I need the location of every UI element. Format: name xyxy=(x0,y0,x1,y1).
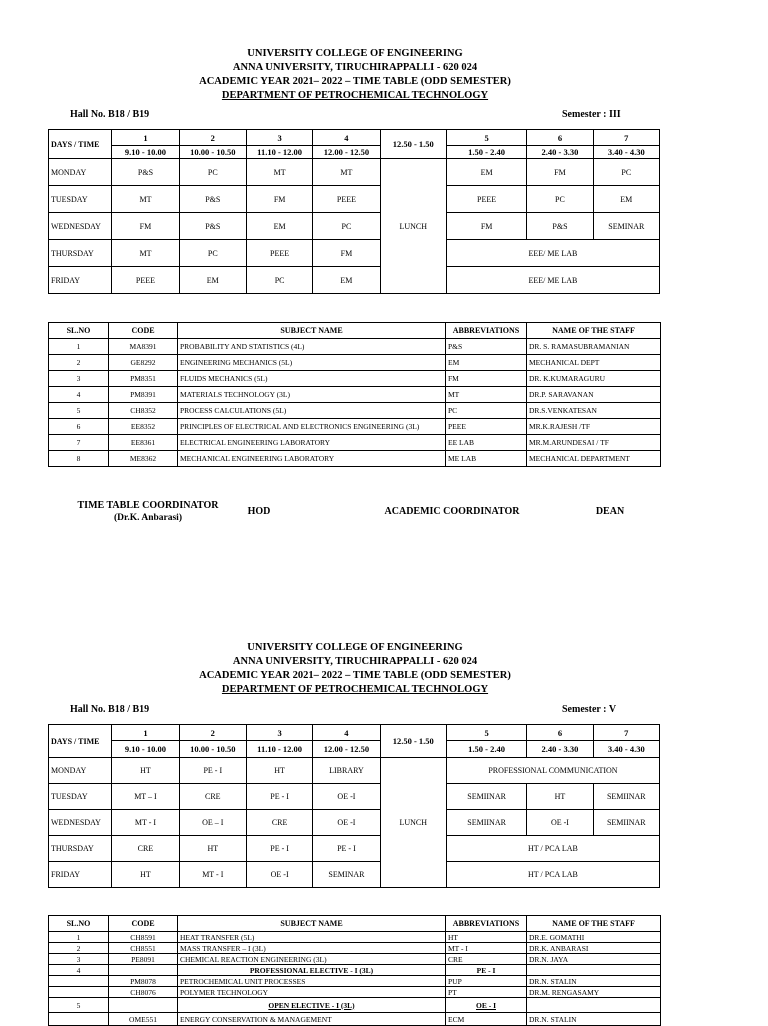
slno-cell: 3 xyxy=(49,954,109,965)
table-row xyxy=(49,355,661,371)
period-cell: PE - I xyxy=(246,836,312,862)
slno-header: SL.NO xyxy=(49,323,109,339)
period-cell: P&S xyxy=(112,159,179,186)
code-cell: CH8352 xyxy=(109,403,178,419)
period-cell: EM xyxy=(179,267,246,294)
staff-cell xyxy=(527,998,661,1013)
subject-cell: PROCESS CALCULATIONS (5L) xyxy=(178,403,446,419)
period-cell: OE – I xyxy=(179,810,246,836)
code-cell: EE8361 xyxy=(109,435,178,451)
day-row-tuesday xyxy=(49,784,660,810)
period-cell: MT xyxy=(313,159,380,186)
day-row-wednesday xyxy=(49,213,660,240)
period-cell: PEEE xyxy=(446,186,526,213)
slno-cell: 2 xyxy=(49,355,109,371)
staff-cell: DR.N. STALIN xyxy=(527,976,661,987)
table-row xyxy=(49,932,661,943)
slno-cell: 4 xyxy=(49,387,109,403)
period-cell: SEMIINAR xyxy=(446,810,526,836)
period-cell: EM xyxy=(246,213,312,240)
staff-cell: MR.M.ARUNDESAI / TF xyxy=(527,435,661,451)
abbr-cell: PE - I xyxy=(446,965,527,976)
code-cell: PE8091 xyxy=(109,954,178,965)
table-row xyxy=(49,954,661,965)
period-cell: PEEE xyxy=(246,240,312,267)
day-row-friday xyxy=(49,267,660,294)
lunch-cell: LUNCH xyxy=(380,159,446,294)
college-title: UNIVERSITY COLLEGE OF ENGINEERING xyxy=(247,642,463,653)
period-cell: SEMINAR xyxy=(593,213,659,240)
period-time: 9.10 - 10.00 xyxy=(112,741,179,758)
period-cell: FM xyxy=(246,186,312,213)
period-cell: PE - I xyxy=(313,836,380,862)
staff-cell: DR.P. SARAVANAN xyxy=(527,387,661,403)
table-row xyxy=(49,987,661,998)
subject-cell: POLYMER TECHNOLOGY xyxy=(178,987,446,998)
code-cell: PM8078 xyxy=(109,976,178,987)
subject-cell: MATERIALS TECHNOLOGY (3L) xyxy=(178,387,446,403)
code-cell xyxy=(109,965,178,976)
lab-cell: EEE/ ME LAB xyxy=(446,240,659,267)
period-cell: PC xyxy=(246,267,312,294)
table-row xyxy=(49,371,661,387)
table-row xyxy=(49,451,661,467)
period-number: 1 xyxy=(112,725,179,741)
abbr-cell: ME LAB xyxy=(446,451,527,467)
day-label: FRIDAY xyxy=(49,267,112,294)
period-cell: SEMIINAR xyxy=(446,784,526,810)
slno-cell: 2 xyxy=(49,943,109,954)
staff-cell: DR. K.KUMARAGURU xyxy=(527,371,661,387)
day-row-thursday xyxy=(49,836,660,862)
staff-cell: MR.K.RAJESH /TF xyxy=(527,419,661,435)
subject-cell: HEAT TRANSFER (5L) xyxy=(178,932,446,943)
code-cell: CH8591 xyxy=(109,932,178,943)
subject-cell: ENGINEERING MECHANICS (5L) xyxy=(178,355,446,371)
day-row-wednesday xyxy=(49,810,660,836)
period-cell: OE -I xyxy=(527,810,593,836)
slno-cell xyxy=(49,976,109,987)
period-cell: MT xyxy=(112,240,179,267)
staff-cell xyxy=(527,965,661,976)
subject-cell: PETROCHEMICAL UNIT PROCESSES xyxy=(178,976,446,987)
day-row-friday xyxy=(49,862,660,888)
slno-cell: 1 xyxy=(49,339,109,355)
coordinator-signature xyxy=(68,499,228,525)
header-block-sem5 xyxy=(0,641,710,697)
period-time: 2.40 - 3.30 xyxy=(527,741,593,758)
code-cell: MA8391 xyxy=(109,339,178,355)
coordinator-name: (Dr.K. Anbarasi) xyxy=(113,513,182,523)
period-number: 4 xyxy=(313,130,380,146)
subject-cell: MECHANICAL ENGINEERING LABORATORY xyxy=(178,451,446,467)
code-header: CODE xyxy=(109,323,178,339)
lunch-time-header: 12.50 - 1.50 xyxy=(380,725,446,758)
period-cell: PC xyxy=(179,159,246,186)
period-time: 12.00 - 12.50 xyxy=(313,146,380,159)
day-label: FRIDAY xyxy=(49,862,112,888)
period-cell: PE - I xyxy=(179,758,246,784)
period-cell: PE - I xyxy=(246,784,312,810)
elective-heading: PROFESSIONAL ELECTIVE - I (3L) xyxy=(178,965,446,976)
period-cell: PC xyxy=(179,240,246,267)
subject-cell: MASS TRANSFER – I (3L) xyxy=(178,943,446,954)
day-row-thursday xyxy=(49,240,660,267)
subject-header: SUBJECT NAME xyxy=(178,916,446,932)
table-row xyxy=(49,403,661,419)
period-cell: EM xyxy=(593,186,659,213)
subject-cell: CHEMICAL REACTION ENGINEERING (3L) xyxy=(178,954,446,965)
slno-cell: 5 xyxy=(49,403,109,419)
period-number: 3 xyxy=(246,130,312,146)
semester-label: Semester : III xyxy=(562,109,621,120)
day-label: THURSDAY xyxy=(49,240,112,267)
code-cell: OME551 xyxy=(109,1013,178,1026)
staff-cell: DR.M. RENGASAMY xyxy=(527,987,661,998)
period-cell: MT - I xyxy=(112,810,179,836)
period-number: 1 xyxy=(112,130,179,146)
table-row xyxy=(49,965,661,976)
day-label: MONDAY xyxy=(49,159,112,186)
abbr-cell: FM xyxy=(446,371,527,387)
table-row xyxy=(49,339,661,355)
period-number: 2 xyxy=(179,725,246,741)
hall-label: Hall No. B18 / B19 xyxy=(70,704,150,715)
period-cell: HT xyxy=(179,836,246,862)
merged-cell: PROFESSIONAL COMMUNICATION xyxy=(446,758,659,784)
abbr-cell: PEEE xyxy=(446,419,527,435)
period-cell: FM xyxy=(112,213,179,240)
lab-cell: HT / PCA LAB xyxy=(446,862,659,888)
period-time: 1.50 - 2.40 xyxy=(446,741,526,758)
abbr-cell: OE - I xyxy=(446,998,527,1013)
period-cell: HT xyxy=(112,862,179,888)
slno-cell: 4 xyxy=(49,965,109,976)
header-block-sem3 xyxy=(0,47,710,103)
period-time: 10.00 - 10.50 xyxy=(179,146,246,159)
timetable-sem5 xyxy=(48,724,660,888)
dean-signature: DEAN xyxy=(595,506,625,517)
university-title: ANNA UNIVERSITY, TIRUCHIRAPPALLI - 620 024 xyxy=(232,62,478,73)
period-cell: LIBRARY xyxy=(313,758,380,784)
period-time: 11.10 - 12.00 xyxy=(246,146,312,159)
period-time: 3.40 - 4.30 xyxy=(593,741,659,758)
abbr-cell: PT xyxy=(446,987,527,998)
code-cell: PM8351 xyxy=(109,371,178,387)
subject-cell: ELECTRICAL ENGINEERING LABORATORY xyxy=(178,435,446,451)
days-time-header: DAYS / TIME xyxy=(49,130,112,159)
academic-year-title: ACADEMIC YEAR 2021– 2022 – TIME TABLE (ODD SEMESTER) xyxy=(199,76,511,87)
department-title: DEPARTMENT OF PETROCHEMICAL TECHNOLOGY xyxy=(221,90,489,101)
period-cell: OE -I xyxy=(313,810,380,836)
period-number: 7 xyxy=(593,130,659,146)
period-number: 4 xyxy=(313,725,380,741)
staff-cell: DR.N. STALIN xyxy=(527,1013,661,1026)
days-time-header: DAYS / TIME xyxy=(49,725,112,758)
slno-cell: 8 xyxy=(49,451,109,467)
period-time: 9.10 - 10.00 xyxy=(112,146,179,159)
subject-cell: PRINCIPLES OF ELECTRICAL AND ELECTRONICS ENGINEERING (3L) xyxy=(178,419,446,435)
code-cell: GE8292 xyxy=(109,355,178,371)
staff-cell: DR.S.VENKATESAN xyxy=(527,403,661,419)
period-cell: HT xyxy=(527,784,593,810)
period-cell: P&S xyxy=(527,213,593,240)
period-cell: PC xyxy=(593,159,659,186)
lunch-time-header: 12.50 - 1.50 xyxy=(380,130,446,159)
subject-header: SUBJECT NAME xyxy=(178,323,446,339)
period-cell: PC xyxy=(313,213,380,240)
semester-label: Semester : V xyxy=(562,704,617,715)
code-header: CODE xyxy=(109,916,178,932)
table-row xyxy=(49,976,661,987)
table-row xyxy=(49,998,661,1013)
code-cell: CH8076 xyxy=(109,987,178,998)
period-time: 3.40 - 4.30 xyxy=(593,146,659,159)
day-row-monday xyxy=(49,758,660,784)
period-cell: CRE xyxy=(246,810,312,836)
staff-cell: DR.E. GOMATHI xyxy=(527,932,661,943)
period-cell: SEMIINAR xyxy=(593,784,659,810)
college-title: UNIVERSITY COLLEGE OF ENGINEERING xyxy=(247,48,463,59)
abbr-cell: MT - I xyxy=(446,943,527,954)
period-cell: MT xyxy=(112,186,179,213)
abbr-cell: HT xyxy=(446,932,527,943)
day-label: WEDNESDAY xyxy=(49,213,112,240)
day-label: MONDAY xyxy=(49,758,112,784)
department-title: DEPARTMENT OF PETROCHEMICAL TECHNOLOGY xyxy=(221,684,489,695)
period-cell: PEEE xyxy=(112,267,179,294)
code-cell: PM8391 xyxy=(109,387,178,403)
lab-cell: EEE/ ME LAB xyxy=(446,267,659,294)
period-number: 2 xyxy=(179,130,246,146)
code-cell xyxy=(109,998,178,1013)
subject-cell: PROBABILITY AND STATISTICS (4L) xyxy=(178,339,446,355)
code-cell: CH8551 xyxy=(109,943,178,954)
subject-cell: FLUIDS MECHANICS (5L) xyxy=(178,371,446,387)
period-number: 3 xyxy=(246,725,312,741)
period-cell: OE -I xyxy=(313,784,380,810)
day-label: THURSDAY xyxy=(49,836,112,862)
staff-cell: MECHANICAL DEPARTMENT xyxy=(527,451,661,467)
period-cell: CRE xyxy=(179,784,246,810)
period-cell: MT - I xyxy=(179,862,246,888)
slno-cell: 5 xyxy=(49,998,109,1013)
period-cell: FM xyxy=(313,240,380,267)
day-row-monday xyxy=(49,159,660,186)
hall-label: Hall No. B18 / B19 xyxy=(70,109,150,120)
period-cell: FM xyxy=(527,159,593,186)
timetable-sem3 xyxy=(48,129,660,294)
code-cell: ME8362 xyxy=(109,451,178,467)
abbr-cell: PUP xyxy=(446,976,527,987)
period-number: 5 xyxy=(446,130,526,146)
day-row-tuesday xyxy=(49,186,660,213)
table-row xyxy=(49,387,661,403)
period-cell: SEMIINAR xyxy=(593,810,659,836)
table-row xyxy=(49,943,661,954)
period-cell: PEEE xyxy=(313,186,380,213)
staff-table-sem5 xyxy=(48,915,661,1026)
abbr-cell: PC xyxy=(446,403,527,419)
staff-cell: MECHANICAL DEPT xyxy=(527,355,661,371)
period-cell: P&S xyxy=(179,186,246,213)
staff-header: NAME OF THE STAFF xyxy=(527,916,661,932)
university-title: ANNA UNIVERSITY, TIRUCHIRAPPALLI - 620 024 xyxy=(232,656,478,667)
slno-cell xyxy=(49,987,109,998)
table-row xyxy=(49,419,661,435)
period-cell: FM xyxy=(446,213,526,240)
staff-table-sem3 xyxy=(48,322,661,467)
slno-header: SL.NO xyxy=(49,916,109,932)
slno-cell: 1 xyxy=(49,932,109,943)
period-cell: CRE xyxy=(112,836,179,862)
period-time: 11.10 - 12.00 xyxy=(246,741,312,758)
period-cell: HT xyxy=(246,758,312,784)
abbr-cell: P&S xyxy=(446,339,527,355)
elective-heading: OPEN ELECTIVE - I (3L) xyxy=(178,998,446,1013)
period-cell: MT – I xyxy=(112,784,179,810)
period-time: 1.50 - 2.40 xyxy=(446,146,526,159)
table-row xyxy=(49,435,661,451)
coordinator-title: TIME TABLE COORDINATOR xyxy=(77,500,219,511)
slno-cell: 7 xyxy=(49,435,109,451)
period-cell: HT xyxy=(112,758,179,784)
academic-coordinator-signature: ACADEMIC COORDINATOR xyxy=(384,506,520,517)
abbr-header: ABBREVIATIONS xyxy=(446,323,527,339)
staff-header: NAME OF THE STAFF xyxy=(527,323,661,339)
period-number: 5 xyxy=(446,725,526,741)
period-cell: EM xyxy=(313,267,380,294)
academic-year-title: ACADEMIC YEAR 2021– 2022 – TIME TABLE (ODD SEMESTER) xyxy=(199,670,511,681)
staff-cell: DR.N. JAYA xyxy=(527,954,661,965)
abbr-cell: EM xyxy=(446,355,527,371)
period-cell: MT xyxy=(246,159,312,186)
day-label: WEDNESDAY xyxy=(49,810,112,836)
abbr-cell: ECM xyxy=(446,1013,527,1026)
code-cell: EE8352 xyxy=(109,419,178,435)
period-cell: P&S xyxy=(179,213,246,240)
period-number: 6 xyxy=(527,130,593,146)
subject-cell: ENERGY CONSERVATION & MANAGEMENT xyxy=(178,1013,446,1026)
period-number: 6 xyxy=(527,725,593,741)
period-time: 10.00 - 10.50 xyxy=(179,741,246,758)
period-cell: PC xyxy=(527,186,593,213)
period-time: 12.00 - 12.50 xyxy=(313,741,380,758)
period-number: 7 xyxy=(593,725,659,741)
staff-cell: DR. S. RAMASUBRAMANIAN xyxy=(527,339,661,355)
abbr-header: ABBREVIATIONS xyxy=(446,916,527,932)
abbr-cell: CRE xyxy=(446,954,527,965)
abbr-cell: MT xyxy=(446,387,527,403)
day-label: TUESDAY xyxy=(49,784,112,810)
lab-cell: HT / PCA LAB xyxy=(446,836,659,862)
period-cell: SEMINAR xyxy=(313,862,380,888)
slno-cell: 6 xyxy=(49,419,109,435)
abbr-cell: EE LAB xyxy=(446,435,527,451)
period-cell: OE -I xyxy=(246,862,312,888)
slno-cell: 3 xyxy=(49,371,109,387)
day-label: TUESDAY xyxy=(49,186,112,213)
period-cell: EM xyxy=(446,159,526,186)
lunch-cell: LUNCH xyxy=(380,758,446,888)
period-time: 2.40 - 3.30 xyxy=(527,146,593,159)
hod-signature: HOD xyxy=(247,506,271,517)
staff-cell: DR.K. ANBARASI xyxy=(527,943,661,954)
